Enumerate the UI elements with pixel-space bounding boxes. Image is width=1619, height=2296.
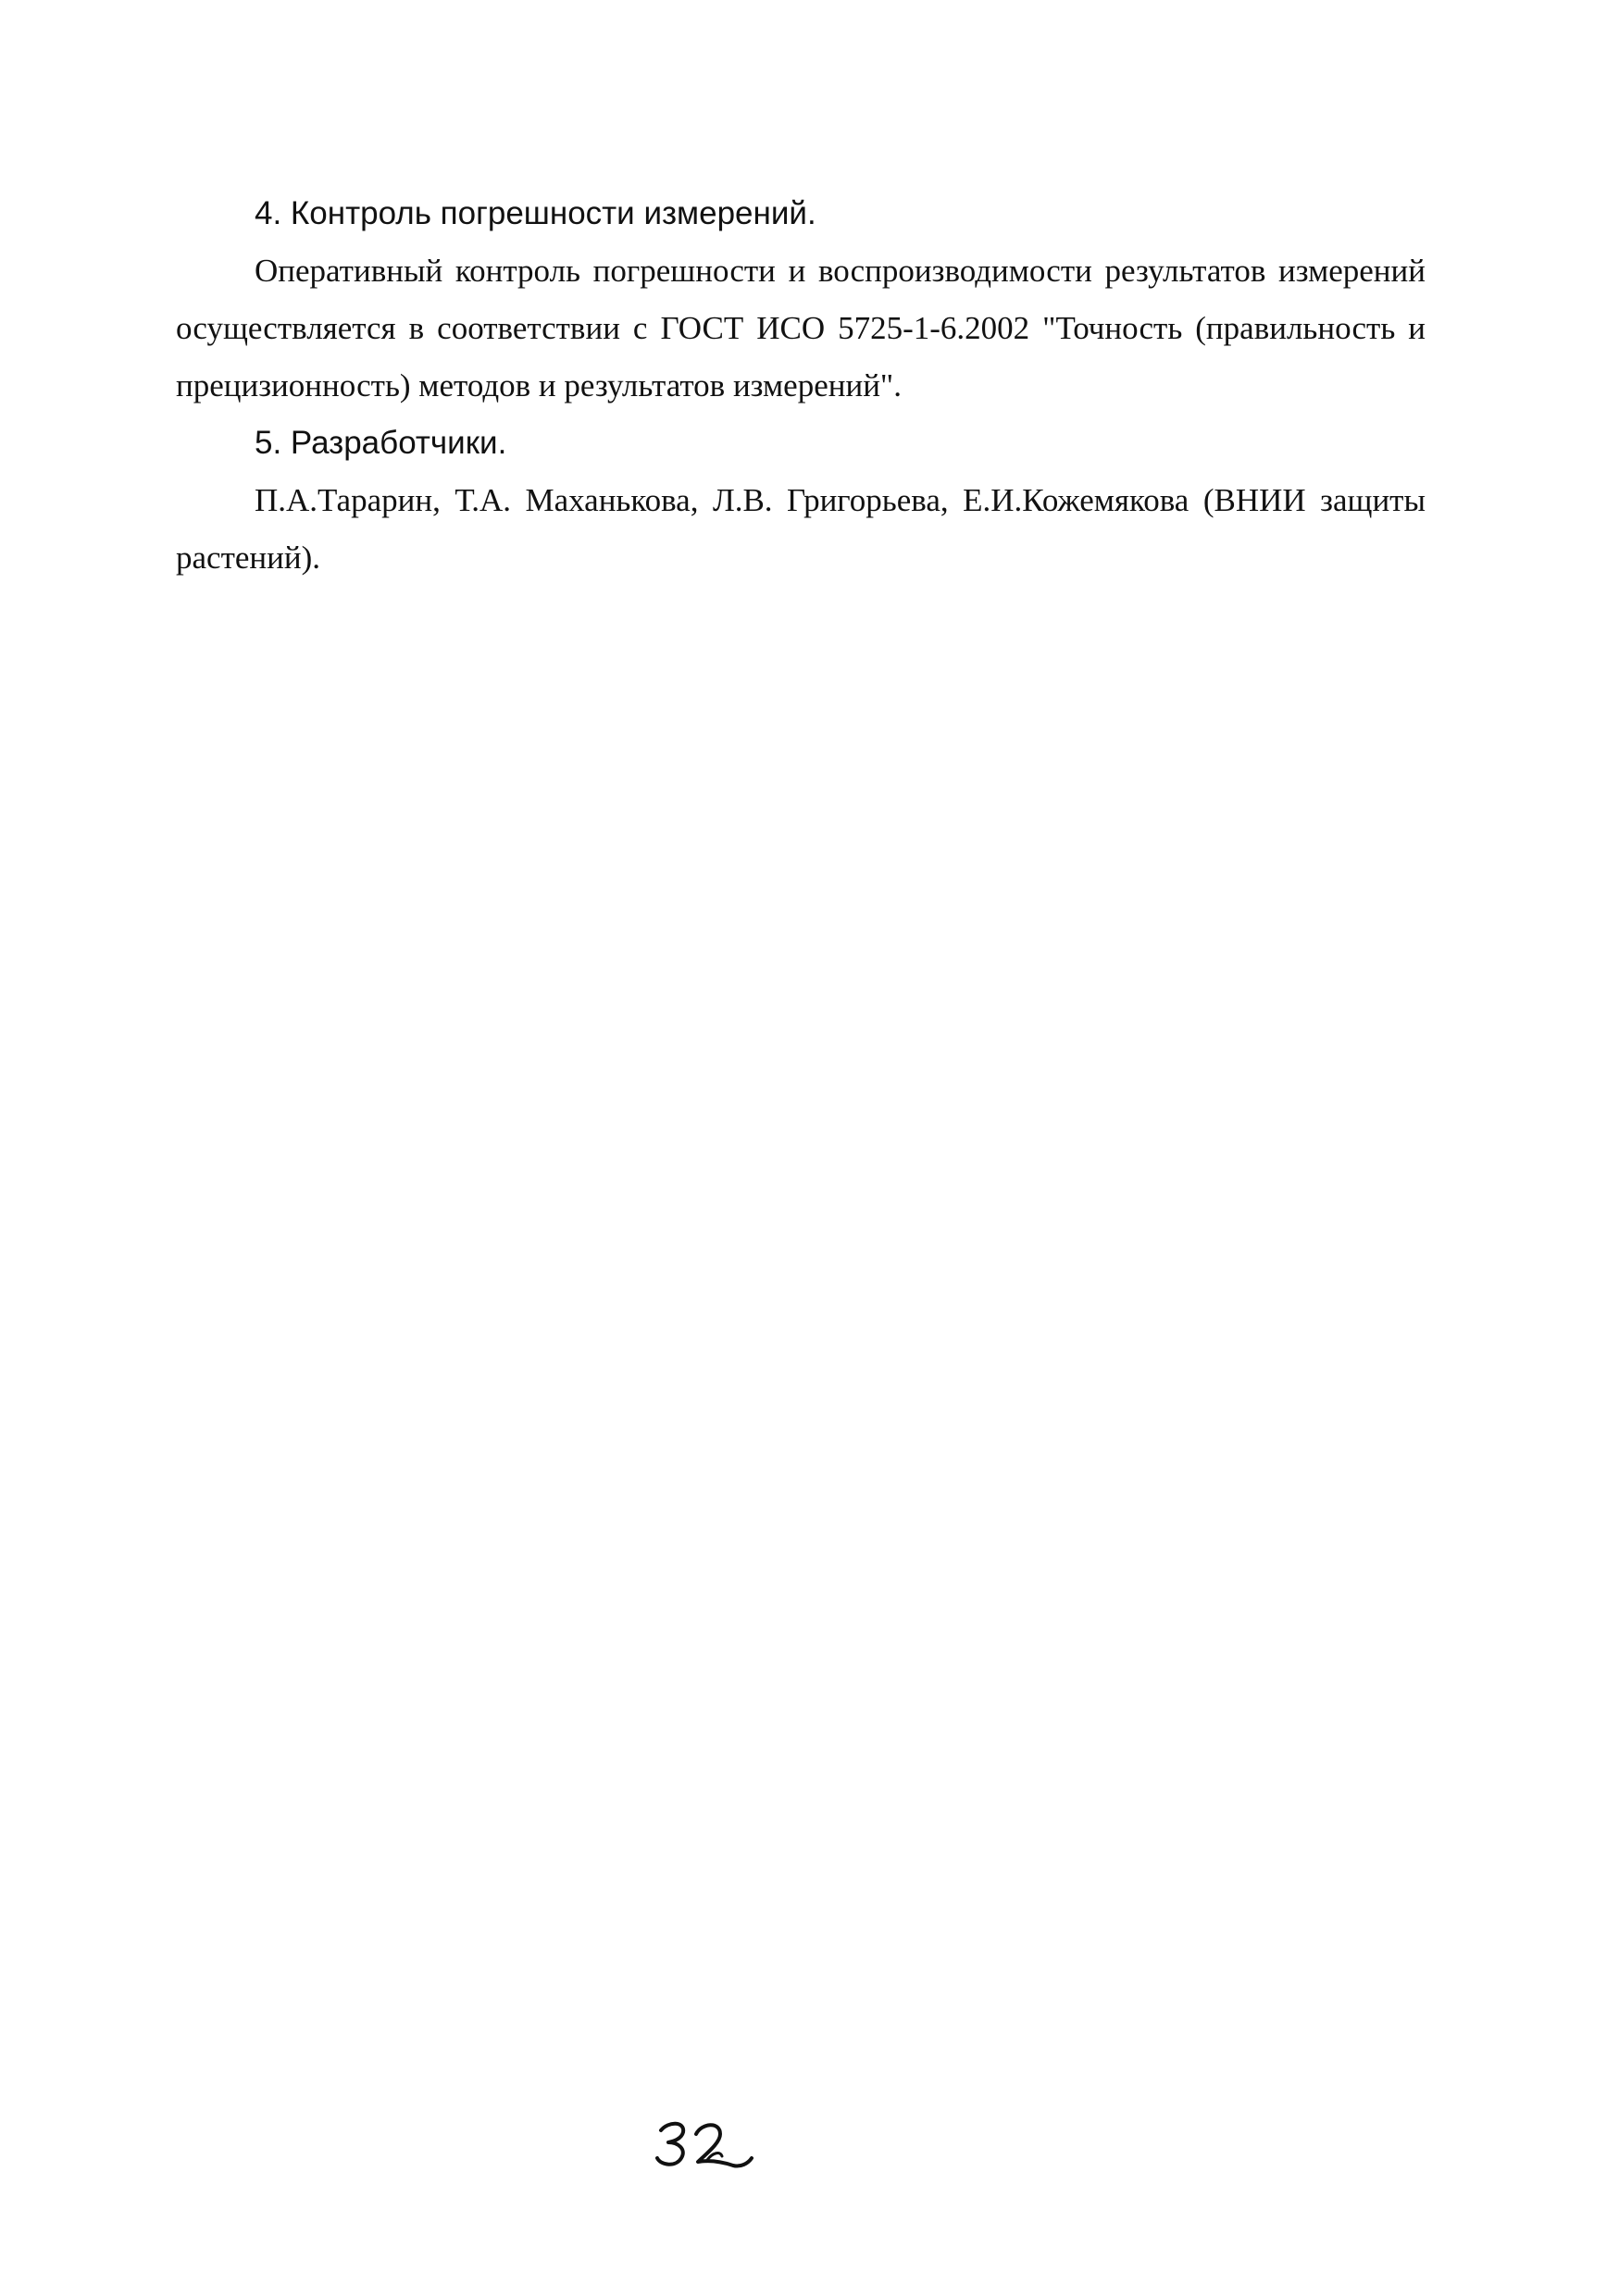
handwritten-page-number [648, 2110, 759, 2175]
section-heading-developers: 5. Разработчики. [255, 425, 507, 461]
document-body [176, 185, 1426, 587]
section-heading-quality-control: 4. Контроль погрешности измерений. [255, 195, 816, 231]
paragraph-developers: П.А.Тарарин, Т.А. Маханькова, Л.В. Григорьева, Е.И.Кожемякова (ВНИИ защиты растений). [176, 482, 1426, 576]
paragraph-quality-control: Оперативный контроль погрешности и воспроизводимости результатов измерений осуществляется в соответствии с ГОСТ ИСО 5725-1-6.2002 "Точность (правильность и прецизионность) методов и результатов измерений". [176, 253, 1426, 403]
page-number-handwriting-icon [648, 2110, 759, 2175]
